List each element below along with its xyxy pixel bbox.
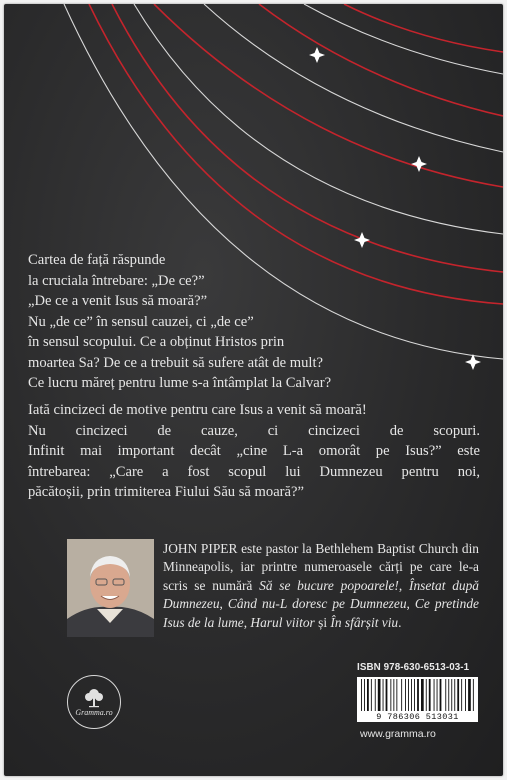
book-title: Când nu-L doresc pe Dumnezeu (227, 596, 407, 612)
barcode-bar (454, 679, 455, 711)
barcode-bar (393, 679, 394, 711)
barcode-bar (445, 679, 446, 711)
barcode-bar (437, 679, 438, 711)
description-line: păcătoșii, prin trimiterea Fiului Său să moară?” (28, 484, 304, 500)
barcode-bar (468, 679, 471, 711)
book-back-cover (4, 4, 503, 776)
bio-separator: . (398, 614, 402, 630)
barcode-bar (457, 679, 459, 711)
author-bio (163, 540, 479, 632)
book-title: Ce pretinde Isus de la lume (163, 596, 479, 630)
arc-red (154, 4, 503, 187)
barcode-bar (378, 679, 381, 711)
arc-red (112, 4, 503, 272)
bio-separator: , (243, 614, 251, 630)
bio-separator: și (314, 614, 331, 630)
barcode-bar (383, 679, 384, 711)
description-line: Ce lucru măreț pentru lume s-a întâmplat la Calvar? (28, 375, 332, 391)
bio-separator: , (406, 596, 415, 612)
bio-intro: JOHN PIPER este pastor la Bethlehem Baptist Church din Minneapolis, iar printre numeroasele cărți pe care le-a scris se numără (163, 541, 479, 593)
description-line: Infinit mai important decât „cine L-a omorât pe Isus?” este (28, 443, 480, 459)
tree-icon (83, 687, 105, 709)
description-line: Cartea de față răspunde (28, 252, 166, 268)
book-title: În sfârșit viu (330, 614, 399, 630)
publisher-website: www.gramma.ro (360, 728, 436, 740)
barcode-bar (440, 679, 442, 711)
arc-white (204, 4, 503, 152)
barcode-bar (429, 679, 431, 711)
barcode-bar (371, 679, 372, 711)
bio-separator: , (398, 577, 409, 593)
description-line: la cruciala întrebare: „De ce?” (28, 272, 205, 289)
barcode-bar (361, 679, 362, 711)
arc-red (344, 4, 503, 52)
author-portrait-image (67, 539, 154, 637)
description-line: întrebarea: „Care a fost scopul lui Dumnezeu pentru noi, (28, 463, 480, 480)
barcode-bar (411, 679, 412, 711)
description-line: moartea Sa? De ce a trebuit să sufere atât de mult? (28, 354, 323, 371)
bio-separator: , (219, 596, 228, 612)
barcode-bar (386, 679, 388, 711)
book-title: Harul viitor (250, 614, 315, 630)
barcode-bar (465, 679, 466, 711)
sparkle-icon (309, 47, 325, 63)
barcode-bar (461, 679, 462, 711)
arc-white (304, 4, 503, 74)
barcode (357, 677, 478, 717)
barcode-bar (426, 679, 427, 711)
barcode-bar (367, 679, 369, 711)
book-title: Însetat după Dumnezeu (163, 577, 479, 612)
barcode-bar (473, 679, 474, 711)
barcode-bar (448, 679, 449, 711)
barcode-bar (451, 679, 452, 711)
barcode-bar (414, 679, 415, 711)
barcode-bar (375, 679, 376, 711)
barcode-bar (408, 679, 409, 711)
barcode-bar (396, 679, 397, 711)
barcode-bar (390, 679, 391, 711)
isbn-label: ISBN 978-630-6513-03-1 (357, 662, 470, 673)
barcode-bar (417, 679, 419, 711)
description-line: Iată cincizeci de motive pentru care Isus a venit să moară! (28, 402, 367, 418)
sparkle-icon (354, 232, 370, 248)
description-line: Nu „de ce” în sensul cauzei, ci „de ce” (28, 313, 254, 330)
barcode-bar (405, 679, 406, 711)
description-line: Nu cincizeci de cauze, ci cincizeci de scopuri. (28, 422, 480, 439)
barcode-bar (401, 679, 402, 711)
barcode-bar (434, 679, 435, 711)
publisher-logo (67, 675, 121, 729)
description-line: în sensul scopului. Ce a obținut Hristos prin (28, 334, 285, 350)
description-paragraph-2 (28, 400, 480, 503)
publisher-logo-text: Gramma.ro (75, 708, 113, 717)
barcode-digits: 9 786306 513031 (357, 712, 478, 722)
author-photo (67, 539, 154, 637)
barcode-bar (421, 679, 424, 711)
description-paragraph-1 (28, 250, 498, 394)
barcode-bars (357, 677, 478, 713)
description-line: „De ce a venit Isus să moară?” (28, 293, 208, 309)
book-title: Să se bucure popoarele! (259, 577, 399, 593)
barcode-bar (364, 679, 365, 711)
